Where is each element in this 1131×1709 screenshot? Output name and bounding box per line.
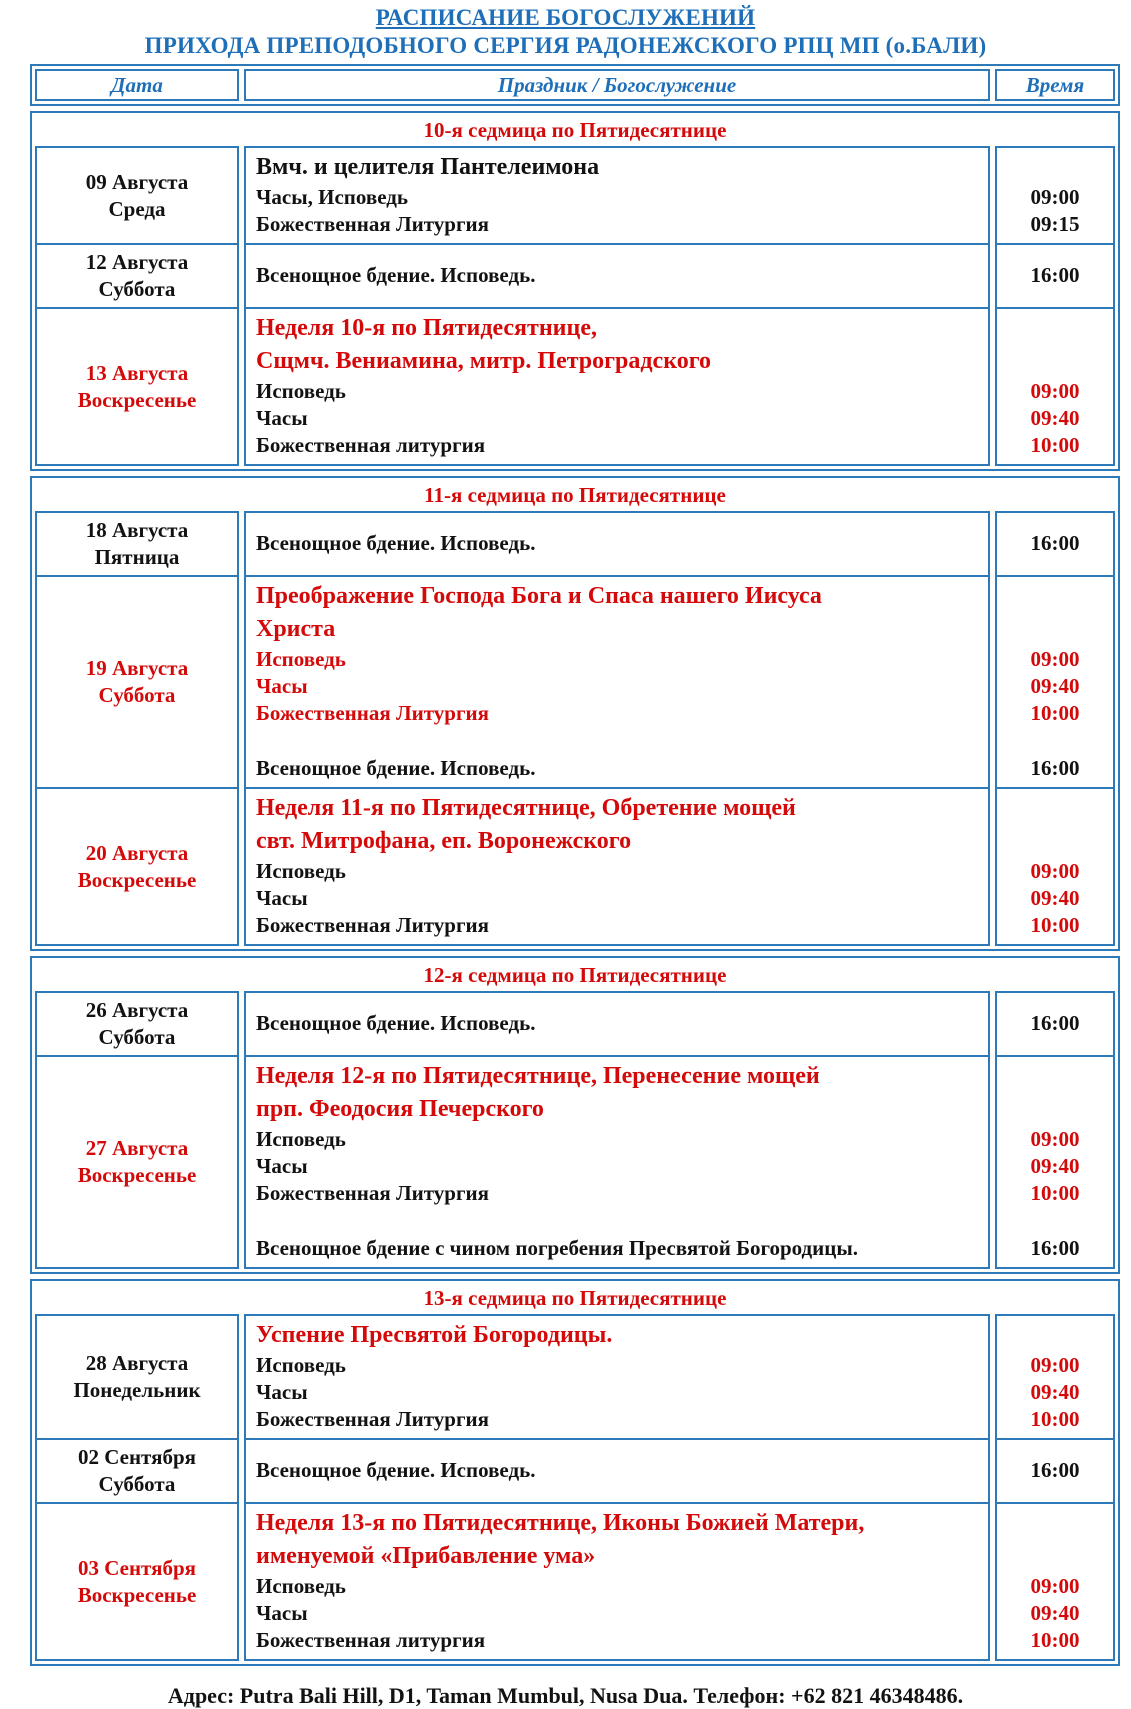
page-title: РАСПИСАНИЕ БОГОСЛУЖЕНИЙ [375, 5, 756, 30]
time-value [1001, 580, 1109, 613]
section [30, 956, 1120, 1274]
service-line: Исповедь [256, 1127, 346, 1151]
time-value: 16:00 [1030, 1236, 1080, 1260]
date-cell [35, 575, 239, 789]
service-line: Неделя 13-я по Пятидесятнице, Иконы Божией Матери, [256, 1510, 865, 1536]
date-cell [35, 1438, 239, 1504]
service-line: Исповедь [256, 1353, 346, 1377]
footer-address: Адрес: Putra Bali Hill, D1, Taman Mumbul, Nusa Dua. Телефон: +62 821 46348486. [167, 1683, 964, 1708]
page-subtitle: ПРИХОДА ПРЕПОДОБНОГО СЕРГИЯ РАДОНЕЖСКОГО РПЦ МП (о.БАЛИ) [144, 33, 987, 58]
service-cell [244, 511, 990, 577]
date-line: Понедельник [73, 1378, 201, 1402]
header-service: Праздник / Богослужение [244, 69, 990, 101]
service-cell [244, 243, 990, 309]
date-line: 18 Августа [85, 518, 189, 542]
table-row [35, 575, 1115, 789]
service-line: Вмч. и целителя Пантелеимона [256, 154, 600, 180]
service-line: Исповедь [256, 647, 346, 671]
service-cell [244, 146, 990, 245]
time-value: 10:00 [1030, 1628, 1080, 1652]
time-value: 09:00 [1030, 185, 1080, 209]
service-cell [244, 1502, 990, 1661]
time-value [1001, 1319, 1109, 1352]
date-line: Среда [108, 196, 166, 221]
service-cell [244, 1055, 990, 1269]
table-row [35, 1438, 1115, 1504]
date-line: Воскресенье [77, 1163, 197, 1187]
service-line: Божественная Литургия [256, 1181, 489, 1205]
date-line: 03 Сентября [77, 1555, 197, 1580]
time-value [1001, 151, 1109, 184]
time-value [1001, 1540, 1109, 1573]
date-line: Суббота [98, 1472, 176, 1496]
section [30, 476, 1120, 951]
time-value: 09:00 [1030, 1574, 1080, 1598]
date-line: Суббота [98, 1025, 176, 1049]
table-row [35, 511, 1115, 577]
time-value: 09:15 [1030, 212, 1080, 236]
service-line: Всенощное бдение с чином погребения Пресвятой Богородицы. [256, 1236, 859, 1260]
service-line: Часы, Исповедь [256, 185, 408, 209]
date-line: 12 Августа [85, 250, 189, 274]
date-cell [35, 1502, 239, 1661]
time-value: 16:00 [1030, 1010, 1080, 1035]
date-line: Воскресенье [77, 1582, 197, 1607]
service-line: Божественная Литургия [256, 913, 489, 937]
time-cell [995, 146, 1115, 245]
date-cell [35, 243, 239, 309]
time-value: 09:40 [1030, 1380, 1080, 1404]
date-cell [35, 1055, 239, 1269]
service-line: Неделя 12-я по Пятидесятнице, Перенесение мощей [256, 1063, 820, 1089]
service-line [256, 727, 980, 755]
service-line: Всенощное бдение. Исповедь. [256, 530, 536, 555]
time-value [1001, 727, 1109, 755]
date-cell [35, 307, 239, 466]
sections [30, 111, 1120, 1666]
schedule-table [30, 64, 1120, 1666]
time-value [1001, 1093, 1109, 1126]
table-row [35, 1502, 1115, 1661]
date-cell [35, 1314, 239, 1440]
time-value: 09:00 [1030, 379, 1080, 403]
time-value: 09:40 [1030, 1154, 1080, 1178]
time-cell [995, 511, 1115, 577]
header-date: Дата [35, 69, 239, 101]
section-title: 10-я седмица по Пятидесятнице [423, 118, 727, 142]
date-cell [35, 146, 239, 245]
time-value [1001, 613, 1109, 646]
date-line: 02 Сентября [77, 1445, 197, 1469]
service-line: Всенощное бдение. Исповедь. [256, 262, 536, 287]
date-line: Пятница [94, 545, 180, 569]
service-line: Исповедь [256, 1574, 346, 1598]
service-line: Часы [256, 674, 308, 698]
date-line: Суббота [98, 277, 176, 301]
service-line: Всенощное бдение. Исповедь. [256, 756, 536, 780]
time-cell [995, 243, 1115, 309]
time-value [1001, 1207, 1109, 1235]
time-value: 09:00 [1030, 1127, 1080, 1151]
table-row [35, 243, 1115, 309]
time-cell [995, 1314, 1115, 1440]
service-line: именуемой «Прибавление ума» [256, 1543, 596, 1569]
service-line: Часы [256, 886, 308, 910]
section-title: 11-я седмица по Пятидесятнице [424, 483, 726, 507]
service-line: Божественная Литургия [256, 1407, 489, 1431]
time-value: 16:00 [1030, 756, 1080, 780]
service-line: Успение Пресвятой Богородицы. [256, 1322, 613, 1348]
time-cell [995, 575, 1115, 789]
time-value: 16:00 [1030, 262, 1080, 287]
date-cell [35, 787, 239, 946]
service-cell [244, 991, 990, 1057]
date-cell [35, 991, 239, 1057]
time-value: 10:00 [1030, 1407, 1080, 1431]
time-value: 10:00 [1030, 701, 1080, 725]
date-line: 20 Августа [85, 840, 189, 865]
time-cell [995, 1502, 1115, 1661]
service-cell [244, 1314, 990, 1440]
header-time: Время [995, 69, 1115, 101]
service-line: Исповедь [256, 379, 346, 403]
time-value: 16:00 [1030, 1457, 1080, 1482]
date-line: Воскресенье [77, 387, 197, 412]
time-value [1001, 345, 1109, 378]
time-cell [995, 991, 1115, 1057]
time-value: 09:40 [1030, 674, 1080, 698]
table-header-row [30, 64, 1120, 106]
service-line: Неделя 10-я по Пятидесятнице, [256, 315, 597, 341]
service-line: Часы [256, 1380, 308, 1404]
time-value [1001, 1507, 1109, 1540]
section-title: 12-я седмица по Пятидесятнице [423, 963, 727, 987]
service-line: Божественная Литургия [256, 701, 489, 725]
section [30, 111, 1120, 471]
time-value: 10:00 [1030, 913, 1080, 937]
table-row [35, 1055, 1115, 1269]
table-row [35, 307, 1115, 466]
time-value [1001, 312, 1109, 345]
time-cell [995, 787, 1115, 946]
time-value: 09:40 [1030, 886, 1080, 910]
service-line [256, 1207, 980, 1235]
service-cell [244, 1438, 990, 1504]
time-value: 09:00 [1030, 1353, 1080, 1377]
service-line: Часы [256, 1154, 308, 1178]
date-line: 28 Августа [85, 1351, 189, 1375]
section-title: 13-я седмица по Пятидесятнице [423, 1286, 727, 1310]
date-line: Суббота [98, 683, 176, 707]
table-row [35, 787, 1115, 946]
time-value [1001, 1060, 1109, 1093]
service-line: Неделя 11-я по Пятидесятнице, Обретение мощей [256, 795, 796, 821]
time-value: 09:40 [1030, 1601, 1080, 1625]
time-cell [995, 1055, 1115, 1269]
time-cell [995, 307, 1115, 466]
time-cell [995, 1438, 1115, 1504]
time-value: 10:00 [1030, 433, 1080, 457]
time-value: 16:00 [1030, 530, 1080, 555]
time-value: 09:00 [1030, 647, 1080, 671]
table-row [35, 146, 1115, 245]
service-line: Божественная литургия [256, 1628, 486, 1652]
service-line: Божественная литургия [256, 433, 486, 457]
time-value: 09:00 [1030, 859, 1080, 883]
service-line: Христа [256, 616, 336, 642]
service-line: Сщмч. Вениамина, митр. Петроградского [256, 348, 712, 374]
table-row [35, 1314, 1115, 1440]
date-line: 19 Августа [85, 656, 189, 680]
service-line: Исповедь [256, 859, 346, 883]
date-line: 26 Августа [85, 998, 189, 1022]
date-line: 27 Августа [85, 1136, 189, 1160]
service-line: Всенощное бдение. Исповедь. [256, 1457, 536, 1482]
service-line: Всенощное бдение. Исповедь. [256, 1010, 536, 1035]
section [30, 1279, 1120, 1666]
service-cell [244, 787, 990, 946]
time-value: 10:00 [1030, 1181, 1080, 1205]
date-cell [35, 511, 239, 577]
date-line: 09 Августа [85, 169, 189, 194]
service-cell [244, 307, 990, 466]
service-cell [244, 575, 990, 789]
service-line: Часы [256, 1601, 308, 1625]
date-line: 13 Августа [85, 360, 189, 385]
service-line: Божественная Литургия [256, 212, 489, 236]
service-line: Преображение Господа Бога и Спаса нашего Иисуса [256, 583, 822, 609]
date-line: Воскресенье [77, 867, 197, 892]
time-value [1001, 825, 1109, 858]
table-row [35, 991, 1115, 1057]
service-line: прп. Феодосия Печерского [256, 1096, 544, 1122]
time-value [1001, 792, 1109, 825]
time-value: 09:40 [1030, 406, 1080, 430]
service-line: свт. Митрофана, еп. Воронежского [256, 828, 632, 854]
service-line: Часы [256, 406, 308, 430]
